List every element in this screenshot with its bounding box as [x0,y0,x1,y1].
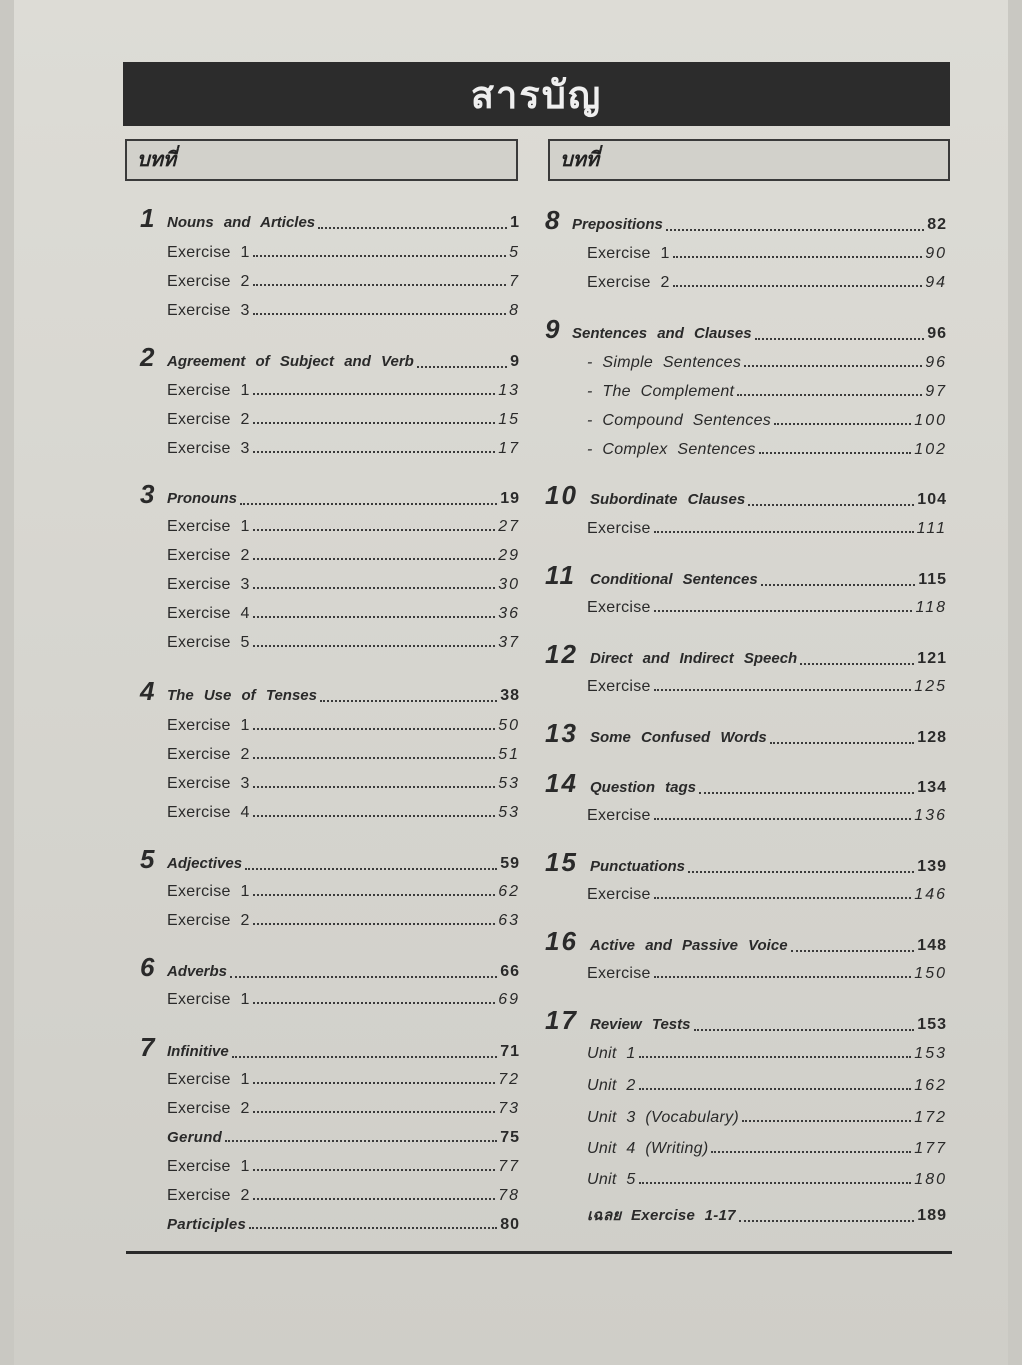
dot-leader [253,645,496,647]
chapter-number: 7 [140,1032,155,1062]
toc-chapter-entry[interactable] [140,952,520,983]
dot-leader [791,950,915,952]
page-number: 115 [918,571,947,588]
column-heading-right [548,139,950,181]
toc-chapter-entry[interactable] [140,342,520,373]
entry-title: Gerund [167,1129,223,1146]
toc-chapter-entry[interactable] [545,560,947,591]
toc-sub-entry[interactable] [140,1158,520,1176]
toc-chapter-entry[interactable] [140,203,520,234]
entry-title: Exercise 2 [167,1100,250,1117]
dot-leader [253,558,496,560]
page-number: 90 [925,245,947,262]
dot-leader [253,616,496,618]
entry-title: Sentences and Clauses [572,325,752,342]
page-number: 80 [500,1216,520,1233]
page-number: 94 [925,274,947,291]
page-number: 38 [500,687,520,704]
entry-title: Unit 4 (Writing) [587,1140,709,1157]
dot-leader [755,338,925,340]
entry-title: Exercise [587,678,651,695]
entry-title: Exercise 1 [167,382,250,399]
toc-sub-entry[interactable] [140,1216,520,1234]
dot-leader [245,868,497,870]
entry-title: Unit 2 [587,1077,636,1094]
entry-title: Prepositions [572,216,663,233]
chapter-number: 16 [545,926,578,956]
dot-leader [654,531,914,533]
entry-title: Exercise 1 [167,1158,250,1175]
entry-title: Active and Passive Voice [590,937,788,954]
entry-title: Direct and Indirect Speech [590,650,798,667]
page-number: 59 [500,855,520,872]
entry-title: Infinitive [167,1043,229,1060]
entry-title: Exercise 2 [167,746,250,763]
chapter-number: 12 [545,639,578,669]
toc-sub-entry[interactable] [140,411,520,429]
page-number: 96 [925,354,947,371]
page-number: 177 [914,1140,947,1157]
dot-leader [225,1140,497,1142]
dot-leader [737,394,922,396]
toc-sub-entry[interactable] [140,244,520,262]
dot-leader [774,423,911,425]
page-number: 13 [498,382,520,399]
dot-leader [318,227,507,229]
dot-leader [253,587,496,589]
toc-sub-entry[interactable] [140,302,520,320]
page-number: 146 [914,886,947,903]
page-number: 1 [510,214,520,231]
entry-title: Exercise 3 [167,576,250,593]
entry-title: Adverbs [167,963,228,980]
toc-chapter-entry[interactable] [545,926,947,957]
page-number: 189 [917,1207,947,1224]
toc-sub-entry[interactable] [545,245,947,263]
entry-title: - Compound Sentences [587,412,772,429]
toc-sub-entry[interactable] [545,1171,947,1189]
toc-sub-entry[interactable] [545,1140,947,1158]
page-number: 27 [498,518,520,535]
entry-title: Subordinate Clauses [590,491,746,508]
dot-leader [253,1169,496,1171]
entry-title: Unit 1 [587,1045,636,1062]
page-number: 128 [917,729,947,746]
page-number: 121 [917,650,947,667]
dot-leader [639,1056,912,1058]
dot-leader [742,1120,911,1122]
entry-title: Nouns and Articles [167,214,316,231]
entry-title: Exercise 4 [167,605,250,622]
page-number: 153 [917,1016,947,1033]
dot-leader [748,504,914,506]
toc-chapter-entry[interactable] [545,1005,947,1036]
entry-title: Exercise 2 [167,273,250,290]
entry-title: - The Complement [587,383,735,400]
toc-sub-entry[interactable] [545,441,947,459]
toc-sub-entry[interactable] [545,886,947,904]
dot-leader [654,610,913,612]
page-number: 37 [498,634,520,651]
toc-chapter-entry[interactable] [140,1032,520,1063]
page-number: 15 [498,411,520,428]
chapter-number: 14 [545,768,578,798]
page-number: 111 [916,520,947,537]
page-number: 139 [917,858,947,875]
dot-leader [320,700,497,702]
toc-chapter-entry[interactable] [140,676,520,707]
toc-sub-entry[interactable] [140,775,520,793]
page-number: 5 [509,244,520,261]
page-number: 66 [500,963,520,980]
chapter-number: 1 [140,203,155,233]
dot-leader [253,1198,496,1200]
toc-sub-entry[interactable] [140,576,520,594]
toc-sub-entry[interactable] [545,412,947,430]
entry-title: Conditional Sentences [590,571,758,588]
dot-leader [654,897,912,899]
dot-leader [673,285,923,287]
toc-sub-entry[interactable] [140,518,520,536]
chapter-number: 15 [545,847,578,877]
page-number: 29 [498,547,520,564]
toc-sub-entry[interactable] [140,1129,520,1147]
page-number: 118 [915,599,947,616]
page-number: 9 [510,353,520,370]
entry-title: Exercise 3 [167,302,250,319]
toc-chapter-entry[interactable] [140,479,520,510]
entry-title: Exercise 3 [167,775,250,792]
entry-title: Exercise 1 [167,883,250,900]
toc-sub-entry[interactable] [140,717,520,735]
page-number: 73 [498,1100,520,1117]
entry-title: - Complex Sentences [587,441,756,458]
dot-leader [240,503,497,505]
chapter-number: 13 [545,718,578,748]
page-number: 104 [917,491,947,508]
toc-sub-entry[interactable] [140,547,520,565]
entry-title: Participles [167,1216,247,1233]
entry-title: Adjectives [167,855,243,872]
entry-title: Punctuations [590,858,686,875]
entry-title: เฉลย Exercise 1-17 [587,1207,736,1224]
entry-title: Exercise 2 [167,547,250,564]
column-heading-label: บทที่ [137,147,177,171]
page-number: 17 [498,440,520,457]
entry-title: Exercise 2 [587,274,670,291]
dot-leader [253,422,496,424]
page-number: 30 [498,576,520,593]
entry-title: Exercise 2 [167,1187,250,1204]
dot-leader [253,1002,496,1004]
dot-leader [253,451,496,453]
toc-sub-entry[interactable] [140,1071,520,1089]
chapter-number: 5 [140,844,155,874]
page-number: 150 [914,965,947,982]
page-number: 63 [498,912,520,929]
entry-title: Exercise 2 [167,411,250,428]
chapter-number: 8 [545,205,560,235]
page-number: 102 [914,441,947,458]
column-heading-left [125,139,518,181]
entry-title: Exercise 5 [167,634,250,651]
entry-title: Exercise 3 [167,440,250,457]
entry-title: Exercise 1 [587,245,670,262]
page-number: 134 [917,779,947,796]
page-number: 62 [498,883,520,900]
toc-sub-entry[interactable] [140,1187,520,1205]
toc-sub-entry[interactable] [545,965,947,983]
dot-leader [770,742,915,744]
toc-sub-entry[interactable] [140,634,520,652]
dot-leader [800,663,914,665]
entry-title: Some Confused Words [590,729,767,746]
dot-leader [694,1029,915,1031]
entry-title: Pronouns [167,490,237,507]
toc-sub-entry[interactable] [545,274,947,292]
chapter-number: 17 [545,1005,578,1035]
toc-sub-entry[interactable] [545,354,947,372]
toc-sub-entry[interactable] [545,383,947,401]
page-number: 96 [927,325,947,342]
dot-leader [253,815,496,817]
entry-title: Exercise [587,520,651,537]
page-number: 36 [498,605,520,622]
toc-sub-entry[interactable] [545,1109,947,1127]
page-number: 153 [914,1045,947,1062]
dot-leader [654,818,912,820]
toc-chapter-entry[interactable] [545,314,947,345]
dot-leader [711,1151,911,1153]
toc-sub-entry[interactable] [140,912,520,930]
toc-sub-entry[interactable] [545,599,947,617]
chapter-number: 9 [545,314,560,344]
dot-leader [232,1056,498,1058]
entry-title: Review Tests [590,1016,691,1033]
dot-leader [759,452,912,454]
dot-leader [253,923,496,925]
dot-leader [761,584,915,586]
dot-leader [639,1088,912,1090]
page-number: 72 [498,1071,520,1088]
chapter-number: 2 [140,342,155,372]
toc-sub-entry[interactable] [545,1045,947,1063]
page-number: 53 [498,804,520,821]
dot-leader [688,871,914,873]
dot-leader [253,1111,496,1113]
page-number: 136 [914,807,947,824]
dot-leader [253,313,506,315]
dot-leader [666,229,924,231]
toc-sub-entry[interactable] [545,807,947,825]
page-number: 125 [914,678,947,695]
dot-leader [699,792,914,794]
dot-leader [253,529,496,531]
entry-title: Agreement of Subject and Verb [167,353,414,370]
chapter-number: 4 [140,676,155,706]
dot-leader [417,366,507,368]
chapter-number: 10 [545,480,578,510]
dot-leader [253,728,496,730]
entry-title: Exercise 1 [167,717,250,734]
entry-title: Exercise 2 [167,912,250,929]
toc-chapter-entry[interactable] [545,639,947,670]
page-number: 51 [498,746,520,763]
dot-leader [253,1082,496,1084]
toc-chapter-entry[interactable] [545,205,947,236]
entry-title: Exercise 1 [167,518,250,535]
chapter-number: 6 [140,952,155,982]
page-number: 50 [498,717,520,734]
entry-title: Exercise 1 [167,1071,250,1088]
entry-title: Unit 5 [587,1171,636,1188]
entry-title: Exercise [587,599,651,616]
entry-title: Exercise [587,807,651,824]
dot-leader [639,1182,912,1184]
entry-title: Exercise [587,965,651,982]
dot-leader [249,1227,497,1229]
toc-sub-entry[interactable] [140,804,520,822]
entry-title: Exercise 1 [167,991,250,1008]
chapter-number: 11 [545,560,576,590]
toc-sub-entry[interactable] [545,520,947,538]
toc-sub-entry[interactable] [140,1100,520,1118]
page-number: 148 [917,937,947,954]
toc-sub-entry[interactable] [140,440,520,458]
entry-title: Unit 3 (Vocabulary) [587,1109,740,1126]
dot-leader [253,284,506,286]
page-number: 97 [925,383,947,400]
toc-sub-entry[interactable] [140,883,520,901]
toc-sub-entry[interactable] [545,1077,947,1095]
toc-chapter-entry[interactable] [545,480,947,511]
dot-leader [654,976,912,978]
toc-sub-entry[interactable] [545,1203,947,1227]
toc-chapter-entry[interactable] [545,847,947,878]
dot-leader [253,255,506,257]
toc-sub-entry[interactable] [140,273,520,291]
page-number: 180 [914,1171,947,1188]
bottom-rule [126,1251,952,1254]
page-number: 71 [500,1043,520,1060]
column-heading-label: บทที่ [560,147,600,171]
entry-title: Exercise 1 [167,244,250,261]
toc-sub-entry[interactable] [140,605,520,623]
entry-title: Question tags [590,779,697,796]
entry-title: Exercise [587,886,651,903]
page-number: 78 [498,1187,520,1204]
toc-sub-entry[interactable] [140,382,520,400]
dot-leader [253,393,496,395]
toc-chapter-entry[interactable] [545,718,947,749]
toc-chapter-entry[interactable] [140,844,520,875]
page-number: 172 [914,1109,947,1126]
page-number: 69 [498,991,520,1008]
title-banner [123,62,950,126]
entry-title: Exercise 4 [167,804,250,821]
entry-title: The Use of Tenses [167,687,317,704]
chapter-number: 3 [140,479,155,509]
dot-leader [253,786,496,788]
toc-sub-entry[interactable] [545,678,947,696]
dot-leader [673,256,923,258]
dot-leader [253,894,496,896]
page-number: 75 [500,1129,520,1146]
page-number: 77 [498,1158,520,1175]
page-number: 53 [498,775,520,792]
page-number: 8 [509,302,520,319]
dot-leader [744,365,922,367]
page-number: 82 [927,216,947,233]
toc-sub-entry[interactable] [140,991,520,1009]
toc-sub-entry[interactable] [140,746,520,764]
page-number: 100 [914,412,947,429]
dot-leader [654,689,912,691]
page-number: 19 [500,490,520,507]
dot-leader [739,1220,914,1222]
entry-title: - Simple Sentences [587,354,742,371]
dot-leader [230,976,497,978]
page-number: 162 [914,1077,947,1094]
page-number: 7 [509,273,520,290]
dot-leader [253,757,496,759]
page-title: สารบัญ [470,71,603,117]
toc-chapter-entry[interactable] [545,768,947,799]
